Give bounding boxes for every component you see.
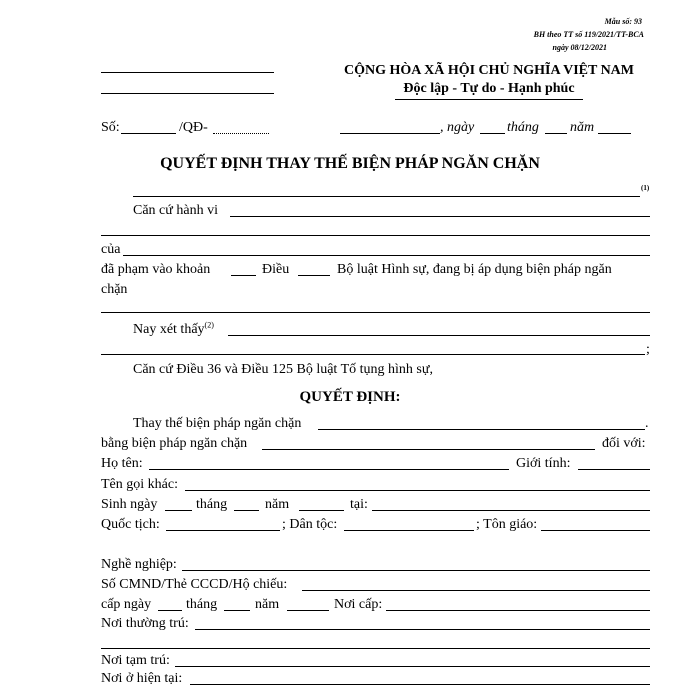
sinh-thang-label: tháng — [196, 497, 228, 512]
thuong-tru-blank-1[interactable] — [195, 629, 650, 630]
motto: Độc lập - Tự do - Hạnh phúc — [403, 81, 575, 96]
cap-thang-label: tháng — [186, 597, 218, 612]
day-blank[interactable] — [480, 133, 505, 134]
form-reference: BH theo TT số 119/2021/TT-BCA — [533, 30, 644, 39]
decision-heading: QUYẾT ĐỊNH: — [299, 389, 401, 405]
thang-label: tháng — [507, 120, 539, 135]
cmnd-label: Số CMND/Thẻ CCCD/Hộ chiếu: — [101, 577, 288, 592]
noi-o-hien-tai-label: Nơi ở hiện tại: — [101, 671, 183, 686]
noi-cap-blank[interactable] — [386, 610, 650, 611]
noi-cap-label: Nơi cấp: — [334, 597, 383, 612]
sinh-ngay-blank[interactable] — [165, 510, 192, 511]
so-blank[interactable] — [121, 133, 176, 134]
can-cu-hanh-vi-label: Căn cứ hành vi — [133, 203, 218, 218]
ngay-label: , ngày — [440, 120, 475, 135]
gioi-tinh-label: Giới tính: — [516, 456, 571, 471]
so-label: Số: — [101, 120, 120, 135]
nay-xet-thay-label: Nay xét thấy$^{(2)}$ — [133, 320, 214, 337]
thuong-tru-blank-2[interactable] — [101, 648, 650, 649]
dan-toc-label: ; Dân tộc: — [282, 517, 338, 532]
da-pham-label: đã phạm vào khoản — [101, 262, 211, 277]
issuer-blank[interactable] — [133, 196, 640, 197]
form-number: Mẫu số: 93 — [604, 17, 642, 26]
ngan-chan-blank[interactable] — [101, 312, 650, 313]
cap-nam-label: năm — [255, 597, 280, 612]
tai-blank[interactable] — [372, 510, 650, 511]
sinh-thang-blank[interactable] — [234, 510, 259, 511]
bo-luat-label: Bộ luật Hình sự, đang bị áp dụng biện pháp ngăn — [337, 262, 612, 277]
dan-toc-blank[interactable] — [344, 530, 474, 531]
cua-label: của — [101, 242, 121, 257]
hanh-vi-blank-1[interactable] — [230, 216, 650, 217]
noi-tam-tru-label: Nơi tạm trú: — [101, 653, 170, 668]
nghe-nghiep-blank[interactable] — [182, 570, 650, 571]
qd-label: /QĐ- — [179, 120, 208, 135]
ten-goi-khac-label: Tên gọi khác: — [101, 477, 178, 492]
bang-bien-phap-label: bằng biện pháp ngăn chặn — [101, 436, 248, 451]
period: . — [645, 416, 649, 431]
ho-ten-label: Họ tên: — [101, 456, 143, 471]
agency-line-2[interactable] — [101, 93, 274, 94]
tai-label: tại: — [350, 497, 368, 512]
qd-blank[interactable] — [213, 133, 269, 134]
cap-thang-blank[interactable] — [224, 610, 250, 611]
agency-line-1[interactable] — [101, 72, 274, 73]
khoan-blank[interactable] — [231, 275, 256, 276]
cap-ngay-label: cấp ngày — [101, 597, 152, 612]
sinh-nam-blank[interactable] — [299, 510, 344, 511]
cap-ngay-blank[interactable] — [158, 610, 182, 611]
sinh-nam-label: năm — [265, 497, 290, 512]
ten-goi-khac-blank[interactable] — [185, 490, 650, 491]
thay-the-label: Thay thế biện pháp ngăn chặn — [133, 416, 302, 431]
ho-ten-blank[interactable] — [149, 469, 509, 470]
xet-thay-blank-1[interactable] — [228, 335, 650, 336]
chan-label: chặn — [101, 282, 128, 297]
hien-tai-blank[interactable] — [190, 684, 650, 685]
thay-the-blank[interactable] — [318, 429, 645, 430]
nghe-nghiep-label: Nghề nghiệp: — [101, 557, 177, 572]
motto-underline — [395, 99, 583, 100]
quoc-tich-blank[interactable] — [166, 530, 280, 531]
bien-phap-blank[interactable] — [262, 449, 595, 450]
dieu-blank[interactable] — [298, 275, 330, 276]
month-blank[interactable] — [545, 133, 567, 134]
tam-tru-blank[interactable] — [175, 666, 650, 667]
place-blank[interactable] — [340, 133, 440, 134]
hanh-vi-blank-2[interactable] — [101, 235, 650, 236]
ton-giao-blank[interactable] — [541, 530, 650, 531]
year-blank[interactable] — [598, 133, 631, 134]
document-title: QUYẾT ĐỊNH THAY THẾ BIỆN PHÁP NGĂN CHẶN — [160, 155, 540, 172]
xet-thay-blank-2[interactable] — [101, 354, 645, 355]
note-1: (1) — [641, 184, 650, 192]
cmnd-blank[interactable] — [302, 590, 650, 591]
gioi-tinh-blank[interactable] — [578, 469, 650, 470]
nam-label: năm — [570, 120, 595, 135]
cap-nam-blank[interactable] — [287, 610, 329, 611]
noi-thuong-tru-label: Nơi thường trú: — [101, 616, 189, 631]
dieu-label: Điều — [262, 262, 290, 277]
sinh-ngay-label: Sinh ngày — [101, 497, 158, 512]
can-cu-dieu-label: Căn cứ Điều 36 và Điều 125 Bộ luật Tố tụng hình sự, — [133, 362, 433, 377]
doi-voi-label: đối với: — [602, 436, 646, 451]
nation-heading: CỘNG HÒA XÃ HỘI CHỦ NGHĨA VIỆT NAM — [343, 63, 634, 78]
semicolon: ; — [646, 342, 650, 357]
cua-blank[interactable] — [123, 255, 650, 256]
form-date: ngày 08/12/2021 — [552, 43, 607, 52]
ton-giao-label: ; Tôn giáo: — [476, 517, 538, 532]
quoc-tich-label: Quốc tịch: — [101, 517, 160, 532]
